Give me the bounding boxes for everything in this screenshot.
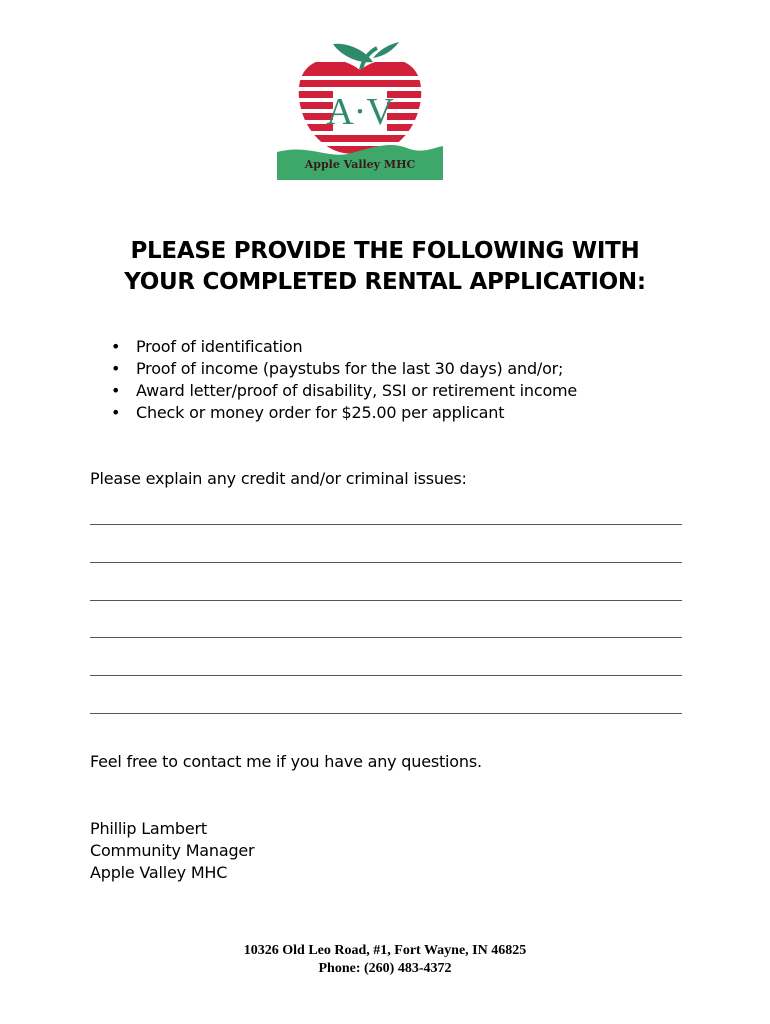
list-item bbox=[111, 358, 577, 380]
list-item bbox=[111, 336, 577, 358]
bullet-icon: • bbox=[111, 403, 121, 422]
apple-valley-logo bbox=[277, 40, 443, 180]
requirements-list bbox=[111, 336, 577, 424]
write-in-line-2[interactable] bbox=[90, 562, 682, 563]
write-in-line-3[interactable] bbox=[90, 600, 682, 601]
list-item bbox=[111, 380, 577, 402]
footer bbox=[0, 942, 770, 978]
signature-role: Community Manager bbox=[90, 841, 255, 860]
contact-note: Feel free to contact me if you have any questions. bbox=[90, 752, 482, 771]
signature-company: Apple Valley MHC bbox=[90, 863, 228, 882]
title-line-2: YOUR COMPLETED RENTAL APPLICATION: bbox=[124, 269, 646, 295]
bullet-icon: • bbox=[111, 337, 121, 356]
bullet-icon: • bbox=[111, 359, 121, 378]
write-in-line-4[interactable] bbox=[90, 637, 682, 638]
write-in-line-5[interactable] bbox=[90, 675, 682, 676]
bullet-icon: • bbox=[111, 381, 121, 400]
list-item-text: Check or money order for $25.00 per applicant bbox=[136, 403, 505, 422]
list-item-text: Award letter/proof of disability, SSI or retirement income bbox=[136, 381, 578, 400]
footer-address: 10326 Old Leo Road, #1, Fort Wayne, IN 46825 bbox=[243, 943, 527, 958]
logo-letters: A·V bbox=[326, 91, 394, 133]
logo-caption: Apple Valley MHC bbox=[304, 158, 416, 171]
write-in-line-1[interactable] bbox=[90, 524, 682, 525]
list-item-text: Proof of identification bbox=[136, 337, 303, 356]
write-in-line-6[interactable] bbox=[90, 713, 682, 714]
signature-block bbox=[90, 818, 254, 884]
footer-phone: Phone: (260) 483-4372 bbox=[318, 961, 452, 976]
page-title bbox=[60, 236, 710, 298]
explain-prompt: Please explain any credit and/or criminal issues: bbox=[90, 469, 467, 488]
signature-name: Phillip Lambert bbox=[90, 819, 207, 838]
list-item-text: Proof of income (paystubs for the last 30 days) and/or; bbox=[136, 359, 564, 378]
title-line-1: PLEASE PROVIDE THE FOLLOWING WITH bbox=[130, 238, 640, 264]
list-item bbox=[111, 402, 577, 424]
